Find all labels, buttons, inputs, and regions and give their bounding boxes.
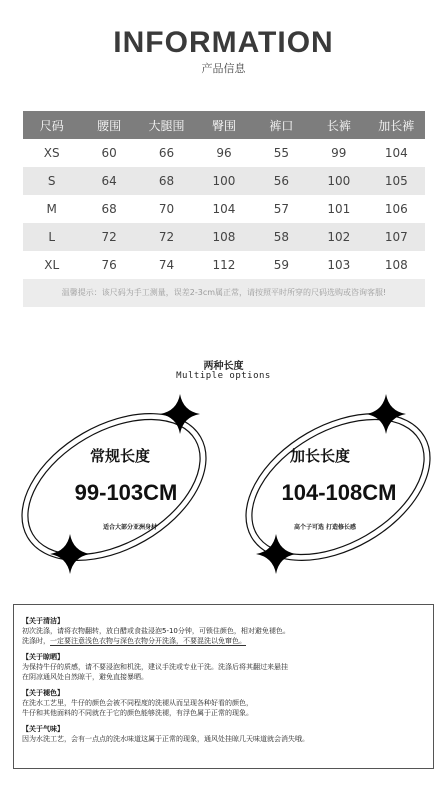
- regular-length-range: 99-103CM: [74, 480, 178, 505]
- table-cell: S: [23, 167, 80, 195]
- table-cell: M: [46, 202, 57, 216]
- long-length-name: 加长长度: [289, 447, 350, 465]
- table-cell: 102: [310, 223, 367, 251]
- care-text: 牛仔和其他面料的不同就在于它的颜色能够洗褪，有浮色属于正常的现象。: [22, 709, 253, 717]
- table-cell: 107: [368, 223, 425, 251]
- care-text: [22, 636, 425, 646]
- table-cell: 57: [273, 202, 290, 216]
- care-instructions-box: [13, 604, 434, 769]
- table-cell: 108: [195, 223, 252, 251]
- table-cell: 104: [212, 202, 236, 216]
- care-section-cleaning: [22, 616, 425, 646]
- care-text: 在洗水工艺里，牛仔的颜色会被不同程度的洗褪从而呈现各种好看的颜色，: [22, 699, 253, 707]
- care-heading: 【关于清洁】: [22, 617, 64, 625]
- care-heading: 【关于褪色】: [22, 689, 64, 697]
- table-cell: 103: [327, 258, 351, 272]
- table-cell: 60: [101, 146, 117, 160]
- size-tip: 温馨提示：该尺码为手工测量，误差2-3cm属正常，请按照平时所穿的尺码选购或咨询客服!: [23, 279, 425, 307]
- table-cell: 59: [273, 258, 290, 272]
- long-length-note: 高个子可选 打造修长感: [293, 524, 357, 531]
- table-cell: 100: [310, 167, 367, 195]
- options-subtitle: Multiple options: [176, 371, 271, 381]
- header-length: 长裤: [310, 111, 367, 139]
- table-row: [23, 167, 425, 195]
- table-cell: 76: [101, 258, 117, 272]
- table-cell: 66: [158, 146, 175, 160]
- long-length-range: 104-108CM: [281, 480, 397, 505]
- table-cell: 101: [327, 202, 351, 216]
- care-section-smell: [22, 724, 425, 744]
- table-cell: 108: [384, 258, 408, 272]
- table-cell: L: [23, 223, 80, 251]
- options-title: 两种长度: [203, 361, 244, 372]
- table-cell: 70: [158, 202, 175, 216]
- table-row: [23, 223, 425, 251]
- table-cell: 106: [384, 202, 408, 216]
- table-cell: 112: [212, 258, 236, 272]
- table-cell: 105: [368, 167, 425, 195]
- regular-length-name: 常规长度: [89, 447, 150, 465]
- table-cell: XS: [43, 146, 60, 160]
- header-long-length: 加长裤: [368, 111, 425, 139]
- table-cell: 104: [384, 146, 408, 160]
- table-cell: 74: [158, 258, 175, 272]
- care-heading: 【关于气味】: [22, 725, 64, 733]
- care-text-underlined: 一定要注意浅色衣物与深色衣物分开洗涤，不要混洗以免窜色。: [50, 637, 246, 645]
- care-text: 因为水洗工艺，会有一点点的洗水味道这属于正常的现象，通风处挂晾几天味道就会消失哦。: [22, 735, 309, 743]
- care-heading: 【关于晾晒】: [22, 653, 64, 661]
- table-row: [23, 195, 425, 223]
- table-cell: 56: [253, 167, 310, 195]
- table-cell: 99: [331, 146, 347, 160]
- table-cell: 55: [273, 146, 290, 160]
- table-row: [23, 251, 425, 279]
- care-text-prefix: 洗涤时，: [22, 637, 50, 645]
- sparkle-icon: [256, 534, 296, 574]
- size-table: [23, 111, 425, 279]
- table-cell: 68: [101, 202, 117, 216]
- header-hem: 裤口: [253, 111, 310, 139]
- care-section-drying: [22, 652, 425, 682]
- header-waist: 腰围: [80, 111, 137, 139]
- sparkle-icon: [50, 534, 90, 574]
- sparkle-icon: [366, 394, 406, 434]
- table-row: [23, 139, 425, 167]
- page-title: INFORMATION: [113, 26, 334, 59]
- care-text: 为保持牛仔的质感，请不要浸泡和机洗，建议手洗或专业干洗。洗涤后将其翻过来悬挂: [22, 663, 288, 671]
- header-thigh: 大腿围: [138, 111, 195, 139]
- table-cell: 64: [80, 167, 137, 195]
- table-cell: 100: [195, 167, 252, 195]
- size-table-header: [23, 111, 425, 139]
- table-cell: XL: [44, 258, 60, 272]
- regular-length-note: 适合大部分亚洲身材: [102, 524, 157, 531]
- header-size: 尺码: [23, 111, 80, 139]
- table-cell: 72: [138, 223, 195, 251]
- care-section-fading: [22, 688, 425, 718]
- table-cell: 72: [80, 223, 137, 251]
- table-cell: 96: [216, 146, 232, 160]
- care-text: 在阴凉通风处自然晾干，避免直接暴晒。: [22, 673, 148, 681]
- page-subtitle: 产品信息: [201, 62, 246, 75]
- care-text: 初次洗涤，请将衣物翻转，放白醋或食盐浸泡5-10分钟，可锁住颜色，相对避免褪色。: [22, 627, 290, 635]
- table-cell: 58: [253, 223, 310, 251]
- header-hip: 臀围: [195, 111, 252, 139]
- table-cell: 68: [138, 167, 195, 195]
